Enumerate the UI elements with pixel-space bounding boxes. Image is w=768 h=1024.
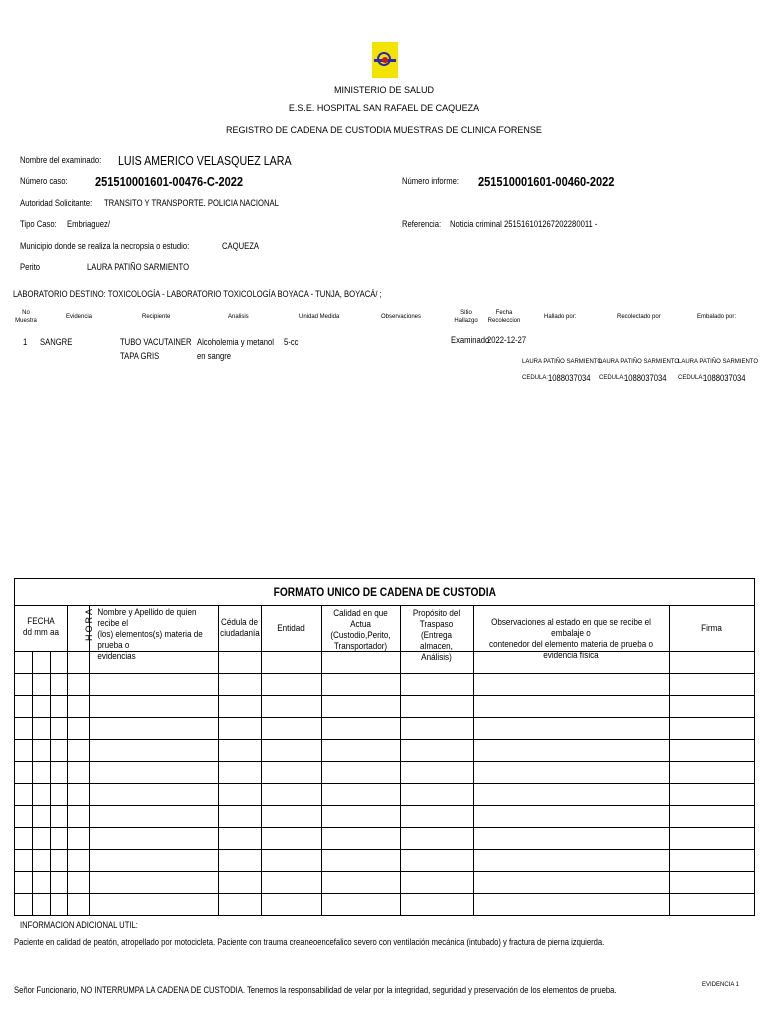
header-analisis: Analisis <box>228 314 249 320</box>
row-recipiente-2: TAPA GRIS <box>120 351 160 361</box>
col-nombre-3: evidencias <box>97 651 136 661</box>
col-observaciones <box>483 617 659 661</box>
row-analisis-1: Alcoholemia y metanol <box>197 337 274 347</box>
caso-value: 251510001601-00476-C-2022 <box>95 174 244 189</box>
header-fecha-1: Fecha <box>495 310 513 316</box>
header-recolectado: Recolectado por <box>617 314 661 320</box>
col-calidad-3: Transportador) <box>333 641 388 651</box>
header-fecha <box>485 309 523 325</box>
row-fecha: 2022-12-27 <box>487 335 527 345</box>
grid-line <box>218 605 219 915</box>
col-hora: HORA <box>84 606 95 642</box>
tipo-label: Tipo Caso: <box>20 219 57 229</box>
tipo-value: Embriaguez/ <box>67 219 110 229</box>
header-observaciones: Observaciones <box>381 314 422 320</box>
examinado-value: LUIS AMERICO VELASQUEZ LARA <box>118 153 292 168</box>
row-analisis-2: en sangre <box>197 351 232 361</box>
info-text: Paciente en calidad de peatón, atropellado por motocicleta. Paciente con trauma creaneoencefalico severo con ventilación mecánica (intubado) y fractura de pierna izquierda. <box>14 937 605 947</box>
row-sitio: Examinado <box>451 335 490 345</box>
col-calidad <box>325 608 396 652</box>
custody-title <box>15 579 754 605</box>
grid-line <box>321 605 322 915</box>
grid-line <box>669 605 670 915</box>
col-cedula-2: ciudadanía <box>220 628 260 638</box>
col-calidad-2: (Custodio,Perito, <box>330 630 391 640</box>
referencia-label: Referencia: <box>402 219 442 229</box>
col-calidad-1: Calidad en que Actua <box>333 608 388 629</box>
warning-text: Señor Funcionario, NO INTERRUMPA LA CADENA DE CUSTODIA. Tenemos la responsabilidad de velar por la integridad, seguridad y preservación de los elementos de prueba. <box>14 985 617 995</box>
row-unidad: 5-cc <box>284 337 299 347</box>
header-no-muestra <box>14 309 38 325</box>
table-row-line <box>15 871 754 872</box>
header-evidencia: Evidencia <box>66 314 93 320</box>
perito-label: Perito <box>20 262 40 272</box>
table-row-line <box>15 739 754 740</box>
grid-line <box>400 605 401 915</box>
autoridad-value: TRANSITO Y TRANSPORTE. POLICIA NACIONAL <box>104 198 279 208</box>
embalado-cedula: 1088037034 <box>703 373 746 383</box>
document-title: REGISTRO DE CADENA DE CUSTODIA MUESTRAS DE CLINICA FORENSE <box>226 125 542 135</box>
row-no: 1 <box>23 337 28 347</box>
header-recipiente: Recipiente <box>142 314 171 320</box>
referencia-value: Noticia criminal 251516101267202280011 - <box>450 219 598 229</box>
header-sitio <box>452 309 480 325</box>
hallado-cedula-label: CEDULA: <box>522 375 549 381</box>
hospital-name: E.S.E. HOSPITAL SAN RAFAEL DE CAQUEZA <box>288 103 480 113</box>
table-row-line <box>15 893 754 894</box>
header-unidad: Unidad Medida <box>299 314 340 320</box>
col-nombre-1: Nombre y Apellido de quien recibe el <box>97 607 197 628</box>
header-hallado: Hallado por: <box>544 314 577 320</box>
hospital-logo <box>372 42 398 78</box>
municipio-value: CAQUEZA <box>222 241 259 251</box>
embalado-name: LAURA PATIÑO SARMIENTO <box>678 359 759 365</box>
col-obs-2: contenedor del elemento materia de prueba o evidencia física <box>489 639 653 660</box>
grid-line <box>67 605 68 915</box>
header-sitio-1: Sitio <box>460 310 472 316</box>
embalado-cedula-label: CEDULA: <box>678 375 705 381</box>
informe-value: 251510001601-00460-2022 <box>478 174 615 189</box>
informe-label: Número informe: <box>402 176 459 186</box>
ministry-label: MINISTERIO DE SALUD <box>333 85 434 95</box>
col-fecha-sub: dd mm aa <box>22 627 60 637</box>
col-proposito-3: Análisis) <box>421 652 452 662</box>
grid-line <box>473 605 474 915</box>
header-sitio-2: Hallazgo <box>454 318 478 324</box>
recolectado-name: LAURA PATIÑO SARMIENTO <box>599 359 680 365</box>
col-nombre-2: (los) elementos(s) materia de prueba o <box>97 629 203 650</box>
evidencia-label: EVIDENCIA 1 <box>702 982 740 988</box>
custody-table <box>14 578 755 916</box>
col-obs-1: Observaciones al estado en que se recibe el embalaje o <box>491 617 651 638</box>
examinado-label: Nombre del examinado: <box>20 155 102 165</box>
col-cedula-1: Cédula de <box>221 617 258 627</box>
perito-value: LAURA PATIÑO SARMIENTO <box>87 262 190 272</box>
col-entidad: Entidad <box>277 623 305 633</box>
laboratorio-destino: LABORATORIO DESTINO: TOXICOLOGÍA - LABORATORIO TOXICOLOGÍA BOYACA - TUNJA, BOYACÁ/ ; <box>13 289 382 299</box>
col-firma: Firma <box>701 623 722 633</box>
recolectado-cedula: 1088037034 <box>624 373 667 383</box>
grid-line <box>89 605 90 915</box>
header-embalado: Embalado por: <box>697 314 737 320</box>
row-recipiente-1: TUBO VACUTAINER <box>120 337 192 347</box>
col-fecha-label: FECHA <box>27 616 55 626</box>
row-evidencia: SANGRE <box>40 337 73 347</box>
grid-line <box>261 605 262 915</box>
table-row-line <box>15 849 754 850</box>
logo-dot <box>382 57 388 63</box>
recolectado-cedula-label: CEDULA: <box>599 375 626 381</box>
col-fecha <box>18 616 65 638</box>
col-proposito <box>404 608 470 663</box>
table-row-line <box>15 827 754 828</box>
custody-title-text: FORMATO UNICO DE CADENA DE CUSTODIA <box>273 585 496 599</box>
table-row-line <box>15 783 754 784</box>
header-fecha-2: Recoleccion <box>487 318 521 324</box>
table-row-line <box>15 805 754 806</box>
table-row-line <box>15 717 754 718</box>
table-row-line <box>15 695 754 696</box>
hallado-cedula: 1088037034 <box>548 373 591 383</box>
autoridad-label: Autoridad Solicitante: <box>20 198 93 208</box>
col-proposito-2: (Entrega almacen, <box>420 630 453 651</box>
grid-line <box>15 605 754 606</box>
info-label: INFORMACION ADICIONAL UTIL: <box>20 920 138 930</box>
col-cedula <box>220 617 259 639</box>
col-proposito-1: Propósito del Traspaso <box>412 608 461 629</box>
caso-label: Número caso: <box>20 176 68 186</box>
table-row-line <box>15 761 754 762</box>
header-muestra: Muestra <box>15 318 37 324</box>
municipio-label: Municipio donde se realiza la necropsia o estudio: <box>20 241 190 251</box>
hallado-name: LAURA PATIÑO SARMIENTO <box>522 359 603 365</box>
table-row-line <box>15 673 754 674</box>
header-no: No <box>22 310 30 316</box>
col-nombre <box>97 607 212 662</box>
